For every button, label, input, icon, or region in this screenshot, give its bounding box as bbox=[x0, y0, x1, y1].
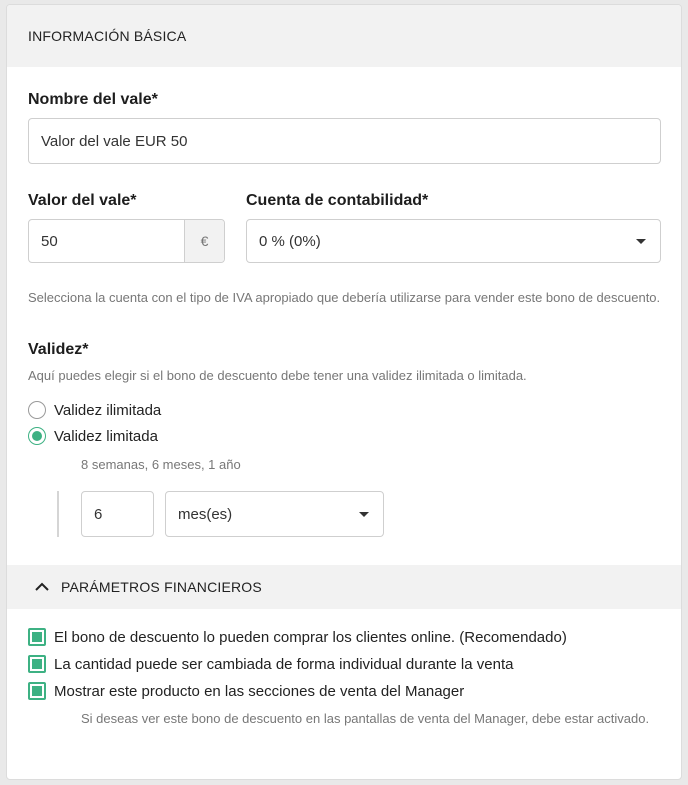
checkbox-online-purchase[interactable] bbox=[28, 628, 567, 646]
radio-unlimited-label: Validez ilimitada bbox=[54, 401, 162, 419]
voucher-value-input[interactable] bbox=[28, 219, 225, 263]
validity-examples-text: 8 semanas, 6 meses, 1 año bbox=[81, 457, 241, 472]
duration-number-input[interactable] bbox=[81, 491, 154, 537]
radio-limited-validity[interactable] bbox=[28, 427, 158, 445]
checkbox-online-purchase-label: El bono de descuento lo pueden comprar los clientes online. (Recomendado) bbox=[54, 628, 567, 646]
manager-help-text: Si deseas ver este bono de descuento en las pantallas de venta del Manager, debe estar activado. bbox=[81, 711, 650, 726]
caret-down-icon bbox=[636, 239, 646, 244]
voucher-value-label: Valor del vale* bbox=[28, 192, 137, 209]
checkbox-show-in-manager[interactable] bbox=[28, 682, 464, 700]
checkbox-individual-amount[interactable] bbox=[28, 655, 513, 673]
duration-unit-value: mes(es) bbox=[178, 505, 233, 523]
radio-limited-label: Validez limitada bbox=[54, 427, 158, 445]
validity-label: Validez* bbox=[28, 341, 89, 358]
checkbox-checked-icon bbox=[28, 682, 46, 700]
radio-unchecked-icon bbox=[28, 401, 46, 419]
section-title-basic-info: INFORMACIÓN BÁSICA bbox=[28, 28, 187, 44]
checkbox-checked-icon bbox=[28, 655, 46, 673]
currency-addon bbox=[184, 220, 224, 262]
indent-divider bbox=[57, 491, 59, 537]
section-title-financial: PARÁMETROS FINANCIEROS bbox=[61, 579, 262, 595]
voucher-form-card bbox=[6, 4, 682, 780]
chevron-up-icon[interactable] bbox=[33, 578, 51, 596]
section-header-financial[interactable] bbox=[7, 565, 681, 609]
voucher-name-label: Nombre del vale* bbox=[28, 91, 158, 108]
voucher-value-text: 50 bbox=[41, 232, 58, 250]
duration-number-value: 6 bbox=[94, 505, 103, 523]
radio-checked-icon bbox=[28, 427, 46, 445]
euro-icon: € bbox=[200, 233, 209, 249]
account-selected-value: 0 % (0%) bbox=[259, 232, 321, 250]
checkbox-individual-amount-label: La cantidad puede ser cambiada de forma individual durante la venta bbox=[54, 655, 514, 673]
voucher-name-value: Valor del vale EUR 50 bbox=[41, 132, 188, 150]
checkbox-checked-icon bbox=[28, 628, 46, 646]
radio-unlimited-validity[interactable] bbox=[28, 401, 161, 419]
voucher-name-input[interactable] bbox=[28, 118, 661, 164]
caret-down-icon bbox=[359, 512, 369, 517]
section-header-basic-info bbox=[7, 5, 681, 67]
duration-unit-select[interactable] bbox=[165, 491, 384, 537]
checkbox-show-in-manager-label: Mostrar este producto en las secciones de venta del Manager bbox=[54, 682, 465, 700]
account-select[interactable] bbox=[246, 219, 661, 263]
account-label: Cuenta de contabilidad* bbox=[246, 192, 429, 209]
validity-help-text: Aquí puedes elegir si el bono de descuento debe tener una validez ilimitada o limitada. bbox=[28, 368, 527, 383]
account-help-text: Selecciona la cuenta con el tipo de IVA apropiado que debería utilizarse para vender este bono de descuento. bbox=[28, 290, 661, 305]
